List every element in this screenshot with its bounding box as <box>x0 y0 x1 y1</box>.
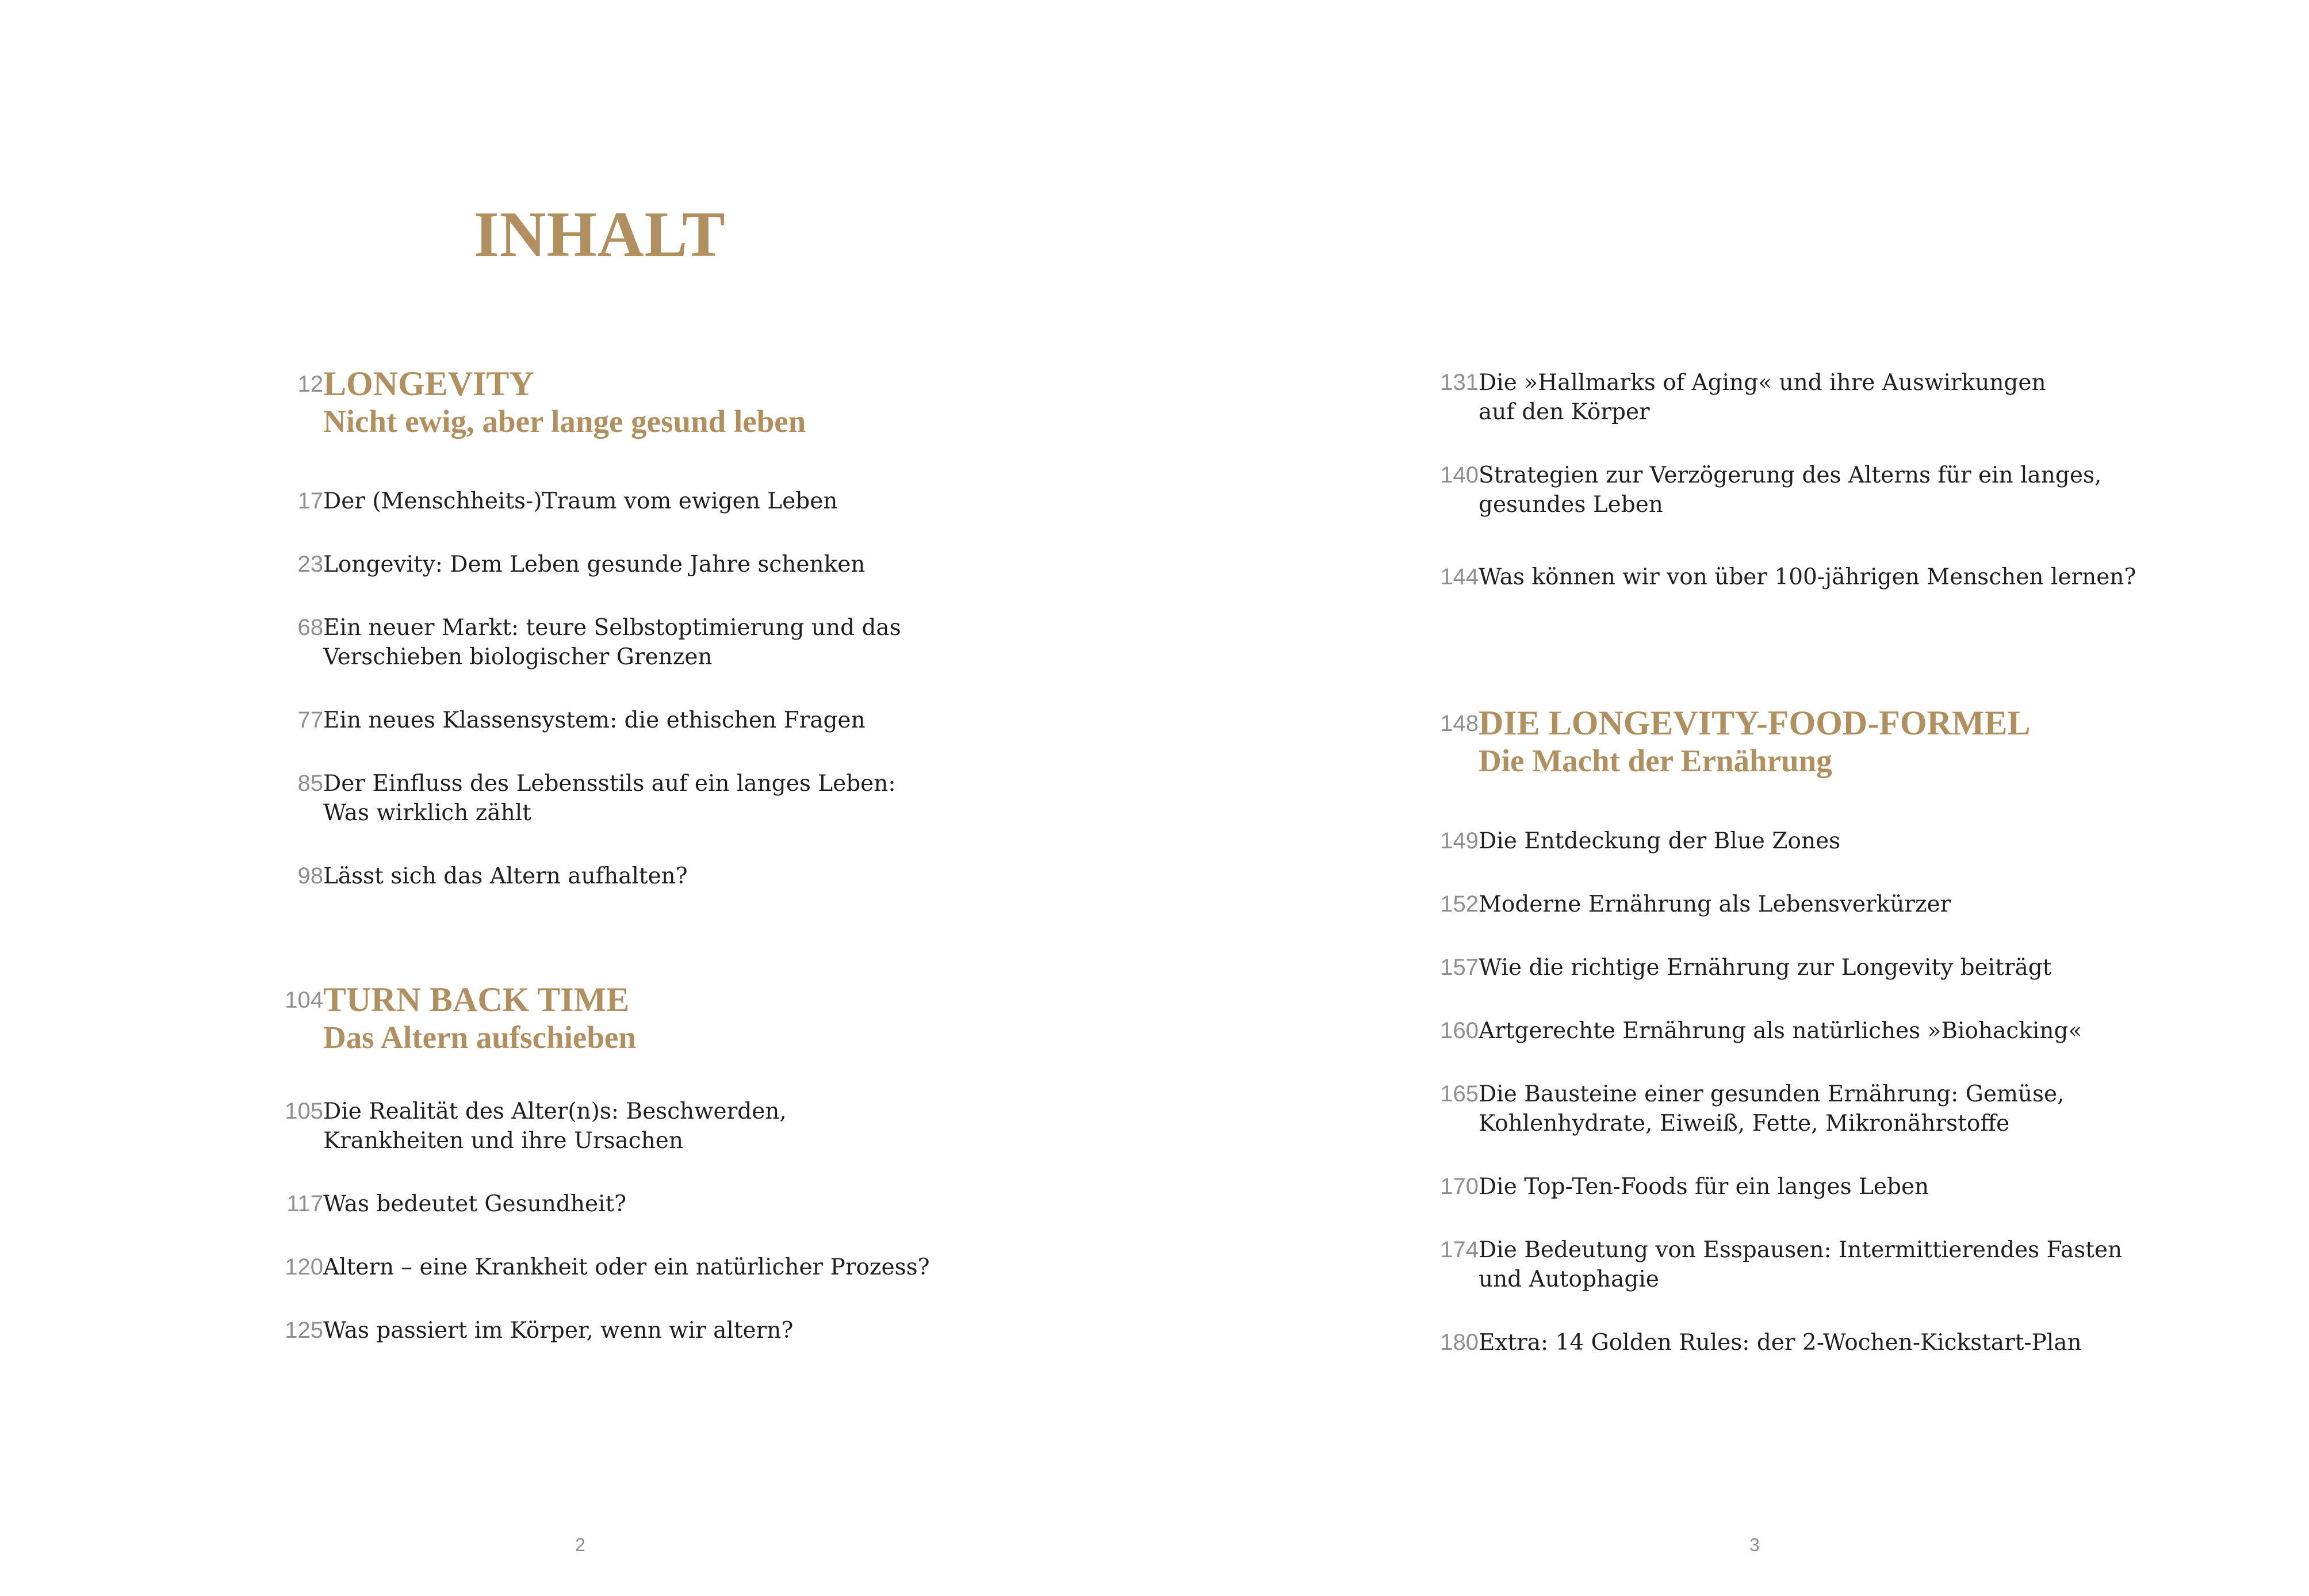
page-number-left: 2 <box>575 1534 585 1555</box>
toc-entry[interactable] <box>1440 953 2052 982</box>
toc-section-food-formel[interactable] <box>1440 704 2031 780</box>
toc-page-number: 149 <box>1440 828 1479 854</box>
toc-entry-line: Die Entdeckung der Blue Zones <box>1479 828 1841 854</box>
toc-section-subtitle: Die Macht der Ernährung <box>1479 743 1832 778</box>
toc-page-number: 125 <box>285 1318 323 1343</box>
toc-entry-line: Krankheiten und ihre Ursachen <box>323 1128 683 1154</box>
toc-entry-line: Die Bausteine einer gesunden Ernährung: Gemüse, <box>1479 1081 2065 1107</box>
toc-entry-line: Was können wir von über 100-jährigen Menschen lernen? <box>1479 564 2136 590</box>
toc-entry-line: Die Top-Ten-Foods für ein langes Leben <box>1479 1174 1929 1200</box>
toc-entry-line: Extra: 14 Golden Rules: der 2-Wochen-Kickstart-Plan <box>1479 1330 2082 1356</box>
toc-page-number: 170 <box>1440 1174 1479 1199</box>
toc-entry-line: Verschieben biologischer Grenzen <box>323 644 713 670</box>
toc-entry-line: Lässt sich das Altern aufhalten? <box>323 863 688 889</box>
toc-entry-line: und Autophagie <box>1479 1266 1659 1292</box>
toc-entry[interactable] <box>297 862 688 891</box>
toc-entry-line: gesundes Leben <box>1479 492 1663 518</box>
toc-entry[interactable] <box>297 706 866 735</box>
toc-entry-line: Kohlenhydrate, Eiweiß, Fette, Mikronährstoffe <box>1479 1111 2010 1136</box>
toc-entry[interactable] <box>1440 1235 2123 1294</box>
toc-entry[interactable] <box>1440 1172 1929 1201</box>
toc-section-longevity[interactable] <box>297 365 806 441</box>
toc-entry-line: Strategien zur Verzögerung des Alterns für ein langes, <box>1479 462 2102 488</box>
toc-entry[interactable] <box>1440 1328 2082 1357</box>
toc-entry-line: Ein neues Klassensystem: die ethischen Fragen <box>323 707 866 733</box>
toc-page-number: 144 <box>1440 564 1479 590</box>
toc-page-number: 104 <box>285 988 323 1013</box>
toc-entry[interactable] <box>1440 826 1841 856</box>
toc-entry[interactable] <box>1440 890 1951 919</box>
toc-page-number: 148 <box>1440 711 1479 736</box>
toc-entry-line: Der (Menschheits-)Traum vom ewigen Leben <box>323 488 838 514</box>
toc-section-turn-back-time[interactable] <box>285 981 636 1057</box>
toc-entry[interactable] <box>1440 461 2102 519</box>
toc-page-number: 12 <box>297 372 323 397</box>
page-number-right: 3 <box>1749 1534 1760 1555</box>
toc-page-number: 174 <box>1440 1237 1479 1262</box>
toc-entry[interactable] <box>285 1316 794 1345</box>
toc-entry[interactable] <box>297 769 896 828</box>
toc-entry[interactable] <box>285 1253 930 1282</box>
toc-section-title: LONGEVITY <box>323 365 534 403</box>
toc-page-number: 105 <box>285 1099 323 1124</box>
toc-entry-line: Altern – eine Krankheit oder ein natürlicher Prozess? <box>323 1254 930 1280</box>
toc-entry-line: Die »Hallmarks of Aging« und ihre Auswirkungen <box>1479 370 2046 396</box>
toc-page-number: 157 <box>1440 955 1479 980</box>
toc-entry-line: Moderne Ernährung als Lebensverkürzer <box>1479 891 1951 917</box>
toc-page-number: 85 <box>297 771 323 796</box>
toc-page-number: 152 <box>1440 891 1479 917</box>
toc-entry[interactable] <box>1440 1016 2082 1046</box>
toc-entry-line: Die Bedeutung von Esspausen: Intermittierendes Fasten <box>1479 1237 2123 1263</box>
toc-entry[interactable] <box>297 613 901 672</box>
toc-entry[interactable] <box>297 550 866 579</box>
toc-entry-line: Ein neuer Markt: teure Selbstoptimierung und das <box>323 615 901 641</box>
toc-entry-line: Was passiert im Körper, wenn wir altern? <box>323 1318 794 1344</box>
toc-section-subtitle: Das Altern aufschieben <box>323 1020 636 1055</box>
toc-entry-line: Die Realität des Alter(n)s: Beschwerden, <box>323 1099 787 1124</box>
toc-page-number: 165 <box>1440 1081 1479 1107</box>
toc-entry-line: Longevity: Dem Leben gesunde Jahre schenken <box>323 552 866 577</box>
page-title: INHALT <box>474 199 726 270</box>
toc-entry-line: auf den Körper <box>1479 399 1650 425</box>
toc-entry[interactable] <box>1440 1080 2065 1138</box>
toc-section-title: DIE LONGEVITY-FOOD-FORMEL <box>1479 704 2031 742</box>
toc-page-number: 180 <box>1440 1330 1479 1355</box>
toc-section-title: TURN BACK TIME <box>323 981 630 1019</box>
toc-entry-line: Der Einfluss des Lebensstils auf ein langes Leben: <box>323 771 896 797</box>
toc-entry-line: Artgerechte Ernährung als natürliches »Biohacking« <box>1479 1018 2082 1044</box>
toc-section-subtitle: Nicht ewig, aber lange gesund leben <box>323 404 806 439</box>
toc-page-number: 23 <box>297 552 323 577</box>
toc-page-number: 17 <box>297 488 323 514</box>
toc-entry[interactable] <box>1440 562 2136 592</box>
toc-page-number: 98 <box>297 863 323 889</box>
toc-page-number: 140 <box>1440 462 1479 488</box>
toc-page-number: 160 <box>1440 1018 1479 1043</box>
toc-page-number: 68 <box>297 615 323 640</box>
toc-page-number: 77 <box>297 707 323 733</box>
toc-page-number: 117 <box>286 1191 323 1216</box>
toc-entry[interactable] <box>285 1097 787 1155</box>
toc-entry[interactable] <box>1440 368 2046 427</box>
toc-page-number: 120 <box>285 1254 323 1280</box>
toc-page-number: 131 <box>1440 370 1479 395</box>
toc-entry-line: Wie die richtige Ernährung zur Longevity beiträgt <box>1479 955 2052 981</box>
toc-entry-line: Was bedeutet Gesundheit? <box>323 1191 627 1217</box>
toc-entry[interactable] <box>286 1189 627 1219</box>
toc-entry[interactable] <box>297 487 838 516</box>
toc-entry-line: Was wirklich zählt <box>323 800 531 826</box>
